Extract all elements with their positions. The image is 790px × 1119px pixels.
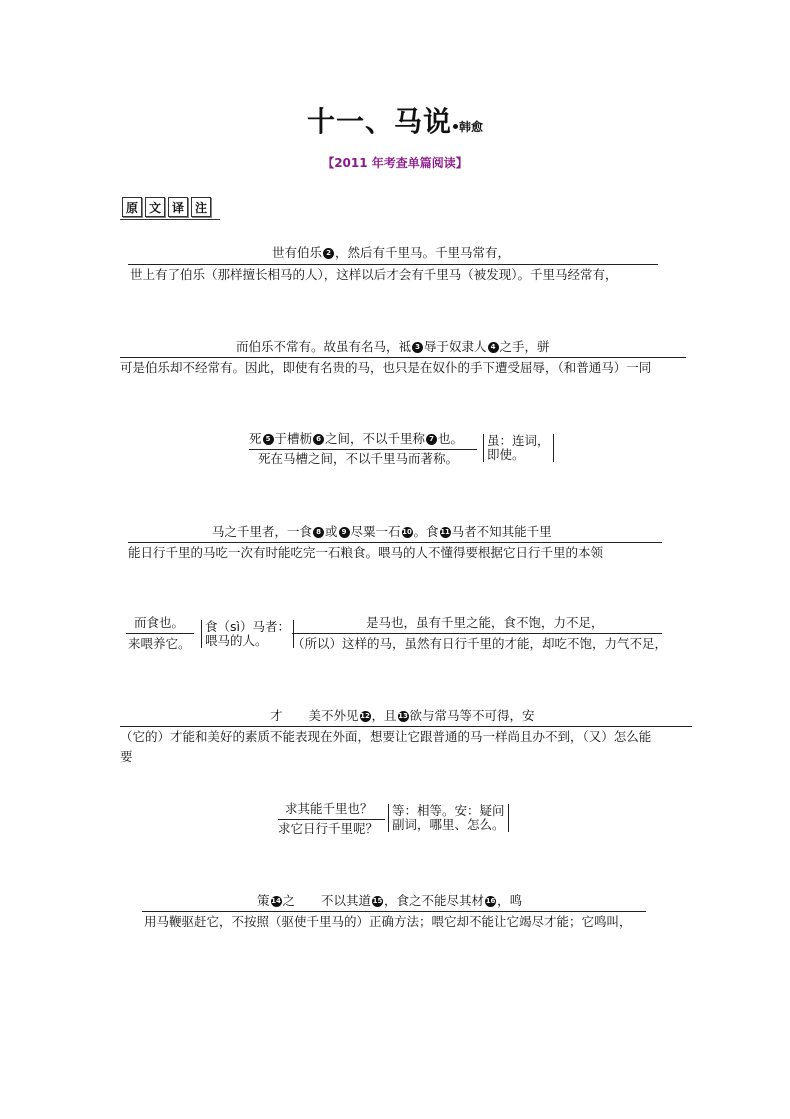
original-text-7: 求其能千里也？ <box>285 801 373 816</box>
orig-seg: 策 <box>257 893 270 908</box>
original-text-6 <box>270 708 535 724</box>
orig-seg: 辱于奴隶人 <box>424 339 487 354</box>
title-main: 十一、马说 <box>306 105 452 138</box>
tag-yi: 译 <box>168 197 188 217</box>
tag-wen: 文 <box>145 197 165 217</box>
divider <box>292 633 662 634</box>
orig-seg: 之手，骈 <box>499 339 550 354</box>
title-author: 韩愈 <box>459 120 484 134</box>
note-number: 15 <box>372 897 383 905</box>
orig-seg: 马之千里者，一食 <box>212 524 313 539</box>
translation-6-cont: 要 <box>120 749 133 764</box>
divider <box>120 357 686 358</box>
orig-seg: 才 <box>270 708 283 723</box>
note-number: 16 <box>485 897 496 905</box>
translation-8: 用马鞭驱赶它，不按照（驱使千里马的）正确方法；喂它却不能让它竭尽才能；它鸣叫， <box>144 914 632 929</box>
orig-seg: 也。 <box>438 431 464 446</box>
note-number: 11 <box>440 528 450 536</box>
annotation-box <box>201 620 294 648</box>
orig-seg: ，然后有千里马。千里马常有， <box>335 245 511 260</box>
note-number: 4 <box>488 342 499 353</box>
original-text-8 <box>257 893 522 909</box>
orig-seg: ，且 <box>371 708 397 723</box>
translation-4: 能日行千里的马吃一次有时能吃完一石粮食。喂马的人不懂得要根据它日行千里的本领 <box>128 545 604 560</box>
note-number: 10 <box>402 528 412 536</box>
subtitle: 【2011 年考查单篇阅读】 <box>322 156 468 170</box>
annotation-line: 副词，哪里、怎么。 <box>392 817 505 832</box>
orig-seg: ，食之不能尽其材 <box>384 893 485 908</box>
annotation-line: 等：相等。安：疑问 <box>392 803 505 818</box>
orig-seg: 欲与常马等不可得，安 <box>409 708 535 723</box>
page-title <box>0 100 790 140</box>
divider <box>249 449 477 450</box>
note-number: 13 <box>398 712 408 720</box>
original-text-5a: 而食也。 <box>134 615 185 630</box>
note-number: 7 <box>426 434 437 445</box>
note-number: 8 <box>313 527 324 538</box>
original-text-2 <box>236 339 550 355</box>
orig-seg: 而伯乐不常有。故虽有名马，祗 <box>236 339 412 354</box>
note-number: 2 <box>323 248 334 259</box>
orig-seg: 于槽枥 <box>274 431 313 446</box>
tag-yuan: 原 <box>122 197 142 217</box>
annotation-line: 喂马的人。 <box>205 633 268 648</box>
translation-1: 世上有了伯乐（那样擅长相马的人），这样以后才会有千里马（被发现）。千里马经常有， <box>130 267 618 282</box>
divider <box>128 264 658 265</box>
orig-seg: 。食 <box>413 524 439 539</box>
translation-5b: （所以）这样的马，虽然有日行千里的才能，却吃不饱，力气不足， <box>292 636 668 651</box>
tag-zhu: 注 <box>191 197 211 217</box>
original-text-4 <box>212 524 552 540</box>
translation-7: 求它日行千里呢？ <box>278 821 379 836</box>
orig-seg: 尽粟一石 <box>350 524 401 539</box>
divider <box>126 633 194 634</box>
note-number: 12 <box>360 712 370 720</box>
orig-seg: 或 <box>325 524 338 539</box>
note-number: 5 <box>263 434 274 445</box>
annotation-line: 食（sì）马者： <box>205 619 290 634</box>
orig-seg: 不以其道 <box>321 893 372 908</box>
annotation-box <box>388 804 509 832</box>
orig-seg: 之间，不以千里称 <box>325 431 426 446</box>
annotation-line: 虽：连词， <box>487 433 550 448</box>
original-text-1 <box>272 245 510 261</box>
divider <box>142 911 646 912</box>
divider <box>128 542 662 543</box>
note-number: 9 <box>339 527 350 538</box>
translation-6: （它的）才能和美好的素质不能表现在外面，想要让它跟普通的马一样尚且办不到，（又）怎么能 <box>120 729 652 744</box>
translation-5a: 来喂养它。 <box>128 636 191 651</box>
divider <box>278 819 385 820</box>
section-tags <box>122 197 211 217</box>
orig-seg: ，鸣 <box>497 893 523 908</box>
orig-seg: 美不外见 <box>308 708 359 723</box>
orig-seg: 死 <box>249 431 262 446</box>
tag-underline <box>120 219 220 220</box>
original-text-5b: 是马也，虽有千里之能，食不饱，力不足， <box>366 615 604 630</box>
annotation-line: 即使。 <box>487 447 525 462</box>
annotation-box <box>483 434 554 462</box>
note-number: 14 <box>271 897 281 905</box>
orig-seg: 世有伯乐 <box>272 245 323 260</box>
translation-3: 死在马槽之间，不以千里马而著称。 <box>258 451 459 466</box>
note-number: 6 <box>313 434 324 445</box>
divider <box>120 726 692 727</box>
separator-dot <box>453 124 458 129</box>
translation-2: 可是伯乐却不经常有。因此，即使有名贵的马，也只是在奴仆的手下遭受屈辱，（和普通马）一同 <box>120 360 652 375</box>
note-number: 3 <box>412 342 423 353</box>
orig-seg: 马者不知其能千里 <box>451 524 552 539</box>
orig-seg: 之 <box>282 893 296 908</box>
original-text-3 <box>249 431 463 447</box>
